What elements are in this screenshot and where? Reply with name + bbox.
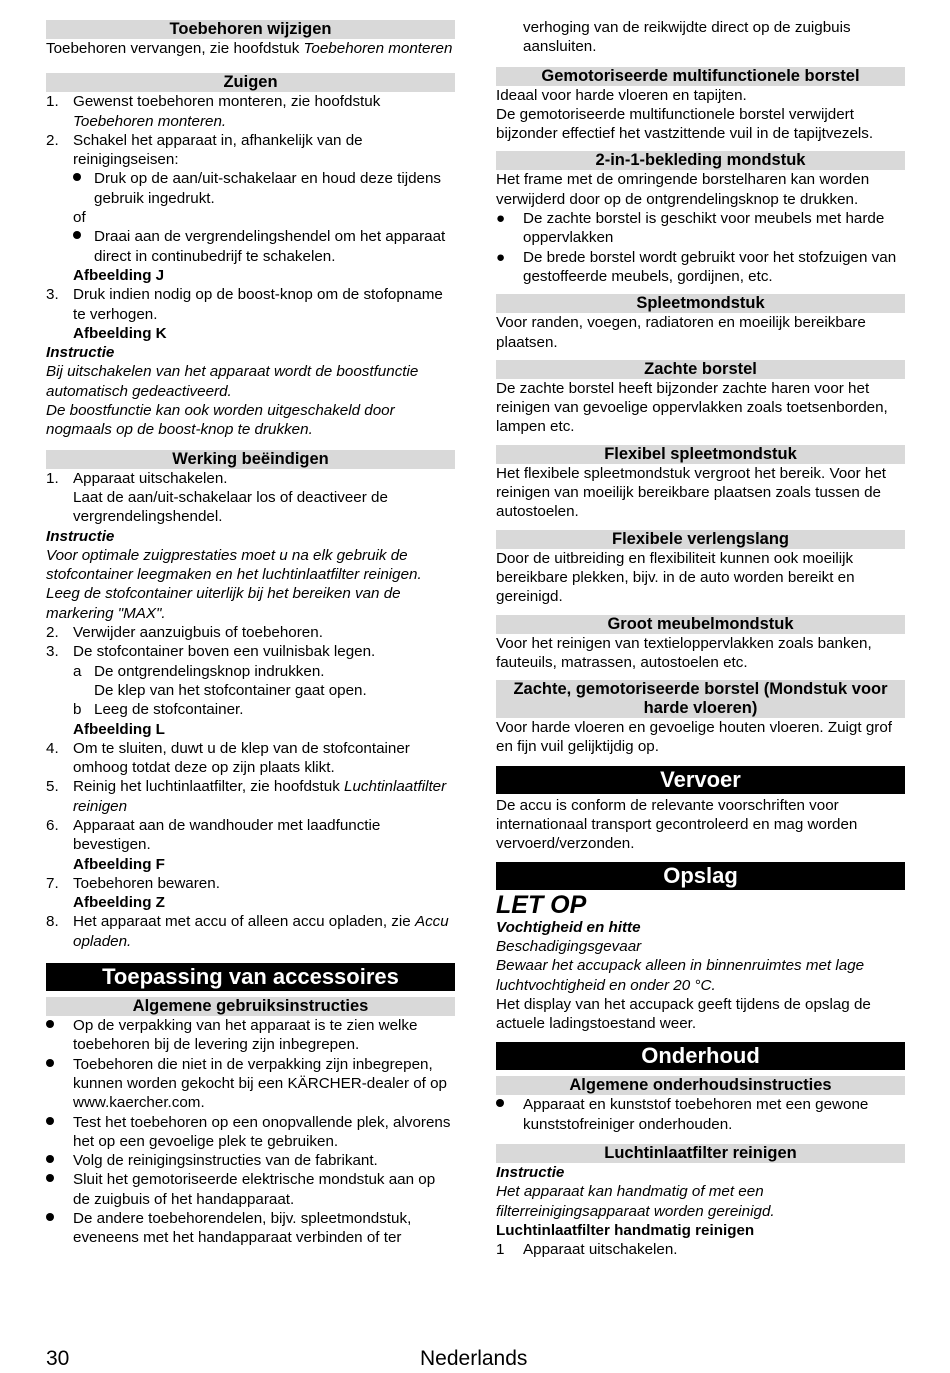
heading-gemotoriseerde-multifunctionele-borstel: Gemotoriseerde multifunctionele borstel <box>496 67 905 86</box>
item-number: 5. <box>46 778 59 796</box>
text: Gewenst toebehoren monteren, zie hoofdstuk <box>73 93 381 111</box>
list-item <box>46 92 455 131</box>
heading-opslag: Opslag <box>496 862 905 890</box>
figure-reference: Afbeelding L <box>73 720 165 738</box>
bullet-item <box>46 1055 455 1113</box>
text: Schakel het apparaat in, afhankelijk van de reinigingseisen: <box>73 131 363 169</box>
text: of <box>73 209 86 227</box>
heading-algemene-onderhoudsinstructies: Algemene onderhoudsinstructies <box>496 1076 905 1095</box>
text: Om te sluiten, duwt u de klep van de stofcontainer omhoog totdat deze op zijn plaats klikt. <box>73 739 410 777</box>
heading-vervoer: Vervoer <box>496 766 905 794</box>
bullet-item <box>46 169 455 208</box>
paragraph: De zachte borstel heeft bijzonder zachte haren voor het reinigen van gevoelige oppervlakken zoals toetsenborden, lampen etc. <box>496 379 888 436</box>
text: Apparaat aan de wandhouder met laadfunctie bevestigen. <box>73 816 381 854</box>
warning-text: Bewaar het accupack alleen in binnenruimtes met lage luchtvochtigheid en onder 20 °C. <box>496 957 865 994</box>
item-letter: a <box>73 662 82 680</box>
bullet-icon <box>46 1174 54 1182</box>
heading-onderhoud: Onderhoud <box>496 1042 905 1070</box>
text: verhoging van de reikwijdte direct op de zuigbuis aansluiten. <box>523 19 851 56</box>
bullet-item: ● De brede borstel wordt gebruikt voor het stofzuigen van gestoffeerde meubels, gordijnen, etc. <box>496 248 897 285</box>
text: De ontgrendelingsknop indrukken. <box>94 662 325 680</box>
heading-werking-beeindigen: Werking beëindigen <box>46 450 455 469</box>
bullet-item <box>46 1209 455 1248</box>
bullet-icon <box>73 173 81 181</box>
list-item <box>46 131 455 170</box>
note-label: Instructie <box>496 1163 565 1181</box>
item-number: 3. <box>46 643 59 661</box>
page-number: 30 <box>46 1347 70 1370</box>
paragraph: Ideaal voor harde vloeren en tapijten. <box>496 86 747 104</box>
bullet-item <box>46 227 455 266</box>
text: Laat de aan/uit-schakelaar los of deactiveer de vergrendelingshendel. <box>73 488 388 526</box>
heading-toebehoren-wijzigen: Toebehoren wijzigen <box>46 20 455 39</box>
chapter-reference: Luchtinlaatfilter reinigen <box>73 778 447 815</box>
heading-zachte-borstel: Zachte borstel <box>496 360 905 379</box>
item-number: 1 <box>496 1241 505 1259</box>
paragraph: Voor randen, voegen, radiatoren en moeilijk bereikbare plaatsen. <box>496 314 866 351</box>
note-label: Instructie <box>46 344 115 362</box>
text: Op de verpakking van het apparaat is te zien welke toebehoren bij de levering zijn inbegrepen. <box>73 1017 418 1054</box>
text: Test het toebehoren op een onopvallende plek, alvorens het op een gevoelige plek te gebruiken. <box>73 1113 451 1150</box>
item-number: 1. <box>46 469 59 487</box>
text: Toebehoren die niet in de verpakking zijn inbegrepen, kunnen worden gekocht bij een KÄRCHER-dealer of op www.kaercher.com. <box>73 1055 447 1112</box>
note-label: Instructie <box>46 527 115 545</box>
heading-groot-meubelmondstuk: Groot meubelmondstuk <box>496 615 905 634</box>
item-number: 3. <box>46 286 59 304</box>
list-item <box>496 1240 905 1259</box>
text: Apparaat en kunststof toebehoren met een gewone kunststofreiniger onderhouden. <box>523 1096 869 1133</box>
item-number: 4. <box>46 739 59 757</box>
paragraph <box>46 39 455 58</box>
note-text: Voor optimale zuigprestaties moet u na elk gebruik de stofcontainer leegmaken en het luchtinlaatfilter reinigen. <box>46 546 422 584</box>
heading-algemene-gebruiksinstructies: Algemene gebruiksinstructies <box>46 997 455 1016</box>
list-item <box>46 285 455 324</box>
heading-flexibel-spleetmondstuk: Flexibel spleetmondstuk <box>496 445 905 464</box>
warning-heading: LET OP <box>496 890 587 919</box>
paragraph: Door de uitbreiding en flexibiliteit kunnen ook moeilijk bereikbare plekken, bijv. in de auto worden bereikt en gereinigd. <box>496 549 855 606</box>
sub-item <box>46 700 455 719</box>
warning-text: Beschadigingsgevaar <box>496 937 642 955</box>
item-number: 6. <box>46 816 59 834</box>
list-item <box>46 874 455 893</box>
note-text: Bij uitschakelen van het apparaat wordt de boostfunctie automatisch gedeactiveerd. <box>46 363 419 400</box>
paragraph: Het frame met de omringende borstelharen kan worden verwijderd door op de ontgrendelingsknop te drukken. <box>496 171 870 208</box>
paragraph: Voor harde vloeren en gevoelige houten vloeren. Zuigt grof en fijn vuil gelijktijdig op. <box>496 719 892 756</box>
bullet-icon <box>46 1020 54 1028</box>
footer-language: Nederlands <box>420 1347 528 1370</box>
list-item <box>46 739 455 778</box>
note-text: Leeg de stofcontainer uiterlijk bij het bereiken van de markering "MAX". <box>46 585 401 622</box>
text: De brede borstel wordt gebruikt voor het stofzuigen van gestoffeerde meubels, gordijnen, etc. <box>523 248 897 285</box>
paragraph: Voor het reinigen van textieloppervlakken zoals banken, fauteuils, matrassen, autostoelen etc. <box>496 634 872 671</box>
note-text: De boostfunctie kan ook worden uitgeschakeld door nogmaals op de boost-knop te drukken. <box>46 402 395 439</box>
bullet-item <box>46 1170 455 1209</box>
bullet-icon <box>46 1155 54 1163</box>
bullet-item: ● De zachte borstel is geschikt voor meubels met harde oppervlakken <box>496 210 885 247</box>
text: Het apparaat met accu of alleen accu opladen, zie <box>73 913 415 931</box>
right-column <box>496 18 905 1259</box>
item-number: 7. <box>46 874 59 892</box>
bullet-icon <box>496 1099 504 1107</box>
figure-reference: Afbeelding Z <box>73 894 165 912</box>
figure-reference: Afbeelding J <box>73 266 165 284</box>
text: Toebehoren bewaren. <box>73 874 220 892</box>
text: Draai aan de vergrendelingshendel om het apparaat direct in continubedrijf te schakelen. <box>94 228 446 265</box>
bullet-icon <box>46 1059 54 1067</box>
bullet-item <box>46 1016 455 1055</box>
list-item <box>46 469 455 488</box>
chapter-reference: Accu opladen. <box>73 913 449 950</box>
bullet-item <box>46 1151 455 1170</box>
item-number: 2. <box>46 624 59 642</box>
text: Volg de reinigingsinstructies van de fabrikant. <box>73 1152 378 1170</box>
text: Apparaat uitschakelen. <box>523 1241 678 1259</box>
text: Verwijder aanzuigbuis of toebehoren. <box>73 624 323 642</box>
bullet-icon <box>46 1117 54 1125</box>
text: De zachte borstel is geschikt voor meubels met harde oppervlakken <box>523 210 885 247</box>
warning-label: Vochtigheid en hitte <box>496 918 641 936</box>
list-item <box>46 912 455 951</box>
heading-zuigen: Zuigen <box>46 73 455 92</box>
left-column <box>46 18 455 1248</box>
text: Toebehoren vervangen, zie hoofdstuk <box>46 40 304 57</box>
text: De stofcontainer boven een vuilnisbak legen. <box>73 643 376 661</box>
chapter-reference: Toebehoren monteren <box>303 40 453 57</box>
paragraph: Het flexibele spleetmondstuk vergroot het bereik. Voor het reinigen van moeilijk bereikbare plaatsen zoals tussen de autostoelen. <box>496 464 887 521</box>
note-text: Het apparaat kan handmatig of met een filterreinigingsapparaat worden gereinigd. <box>496 1183 775 1220</box>
text: Druk indien nodig op de boost-knop om de stofopname te verhogen. <box>73 286 443 323</box>
chapter-reference: Toebehoren monteren. <box>73 112 227 130</box>
bullet-list <box>46 1016 455 1248</box>
text: Druk op de aan/uit-schakelaar en houd deze tijdens gebruik ingedrukt. <box>94 170 442 207</box>
figure-reference: Afbeelding K <box>73 324 167 342</box>
text: Reinig het luchtinlaatfilter, zie hoofdstuk <box>73 778 345 796</box>
text: Leeg de stofcontainer. <box>94 701 244 719</box>
bullet-item <box>46 1113 455 1152</box>
subheading: Luchtinlaatfilter handmatig reinigen <box>496 1221 755 1239</box>
heading-2-in-1-bekleding-mondstuk: 2-in-1-bekleding mondstuk <box>496 151 905 170</box>
text: De andere toebehorendelen, bijv. spleetmondstuk, eveneens met het handapparaat verbinden of ter <box>73 1210 412 1247</box>
text: De klep van het stofcontainer gaat open. <box>94 681 367 699</box>
heading-flexibele-verlengslang: Flexibele verlengslang <box>496 530 905 549</box>
figure-reference: Afbeelding F <box>73 855 165 873</box>
bullet-item <box>496 1095 905 1134</box>
item-number: 8. <box>46 913 59 931</box>
item-letter: b <box>73 701 82 719</box>
heading-toepassing-van-accessoires: Toepassing van accessoires <box>46 963 455 991</box>
paragraph: De accu is conform de relevante voorschriften voor internationaal transport gecontroleerd en mag worden vervoerd/verzonden. <box>496 796 858 853</box>
list-item <box>46 642 455 661</box>
paragraph: De gemotoriseerde multifunctionele borstel verwijdert bijzonder effectief het vastzittende vuil in de tapijtvezels. <box>496 105 874 143</box>
text: Apparaat uitschakelen. <box>73 469 228 487</box>
item-number: 1. <box>46 93 59 111</box>
bullet-icon <box>46 1213 54 1221</box>
paragraph: Het display van het accupack geeft tijdens de opslag de actuele ladingstoestand weer. <box>496 995 871 1033</box>
list-item <box>46 623 455 642</box>
list-item <box>46 777 455 816</box>
bullet-icon <box>73 231 81 239</box>
item-number: 2. <box>46 131 59 149</box>
heading-zachte-gemotoriseerde-borstel: Zachte, gemotoriseerde borstel (Mondstuk voor harde vloeren) <box>496 680 905 718</box>
text: Sluit het gemotoriseerde elektrische mondstuk aan op de zuigbuis of het handapparaat. <box>73 1171 436 1208</box>
list-item <box>46 816 455 855</box>
heading-spleetmondstuk: Spleetmondstuk <box>496 294 905 313</box>
sub-item <box>46 662 455 681</box>
heading-luchtinlaatfilter-reinigen: Luchtinlaatfilter reinigen <box>496 1144 905 1163</box>
